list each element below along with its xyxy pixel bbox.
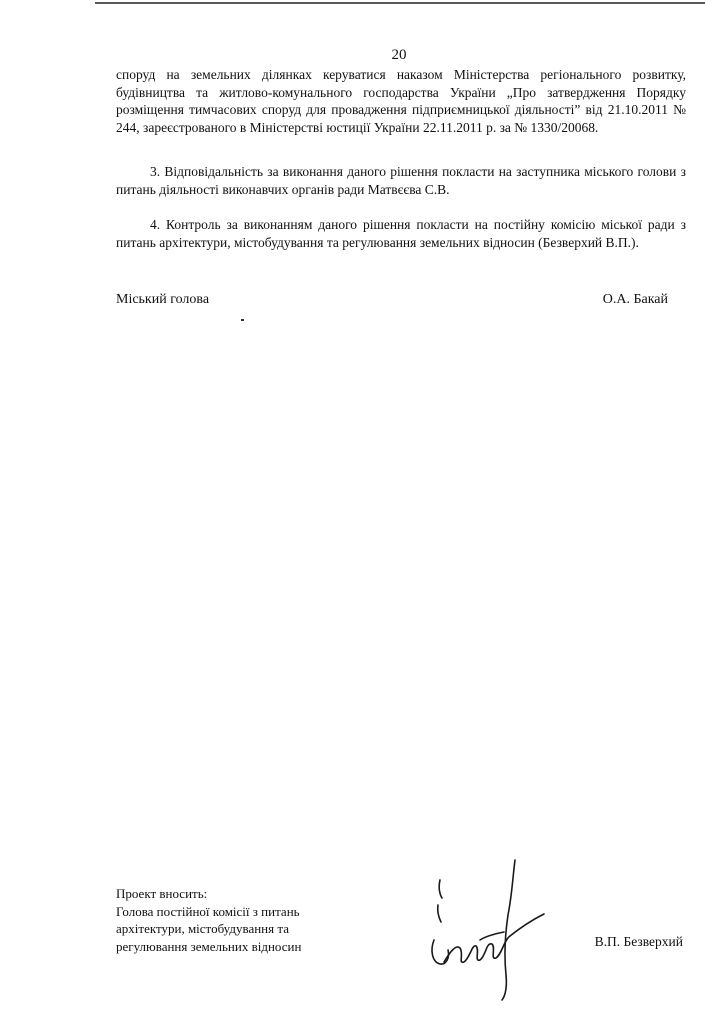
proposal-line-4: регулювання земельних відносин	[116, 938, 302, 954]
proposal-line-3: архітектури, містобудування та	[116, 921, 289, 936]
paragraph-item-4-text: 4. Контроль за виконанням даного рішення покласти на постійну комісію міської ради з питань архітектури, містобудування та регулювання земельних відносин (Безверхий В.П.).	[116, 217, 686, 250]
paragraph-item-3	[116, 163, 686, 198]
proposal-line-1: Проект вносить:	[116, 886, 208, 901]
paragraph-continuation-text: споруд на земельних ділянках керуватися наказом Міністерства регіонального розвитку, будівництва та житлово-комунального господарства України „Про затвердження Порядку розміщення тимчасових споруд для провадження підприємницької діяльності” від 21.10.2011 № 244, зареєстрованого в Міністерстві юстиції України 22.11.2011 р. за № 1330/20068.	[116, 67, 686, 135]
proposal-line-2: Голова постійної комісії з питань	[116, 903, 300, 919]
mayor-title: Міський голова	[116, 292, 210, 307]
scan-speck	[241, 319, 244, 321]
paragraph-item-3-text: 3. Відповідальність за виконання даного рішення покласти на заступника міського голови з питань діяльності виконавчих органів ради Матвєєва С.В.	[116, 164, 686, 197]
mayor-name: О.А. Бакай	[602, 292, 668, 307]
paragraph-item-4	[116, 216, 686, 251]
scan-top-edge	[95, 2, 705, 4]
author-name: В.П. Безверхий	[594, 934, 683, 949]
paragraph-continuation	[116, 66, 686, 136]
handwritten-signature	[420, 840, 565, 1010]
proposal-block	[116, 885, 301, 955]
page-number: 20	[391, 47, 407, 63]
